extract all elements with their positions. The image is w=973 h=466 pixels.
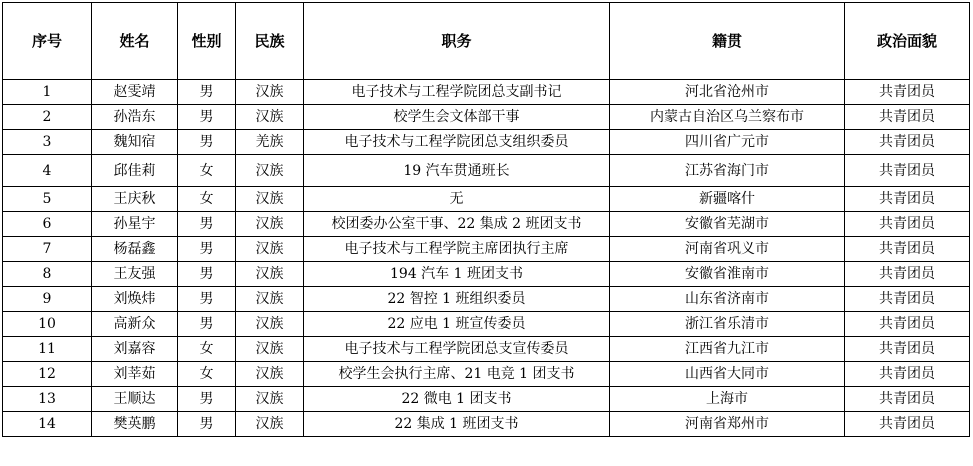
cell-political-status: 共青团员 — [845, 212, 970, 237]
cell-political-status: 共青团员 — [845, 362, 970, 387]
cell-origin: 上海市 — [610, 387, 845, 412]
cell-political-status: 共青团员 — [845, 105, 970, 130]
cell-gender: 男 — [178, 212, 236, 237]
cell-name: 刘嘉容 — [92, 337, 178, 362]
cell-name: 邱佳莉 — [92, 155, 178, 187]
cell-name: 魏知宿 — [92, 130, 178, 155]
cell-gender: 男 — [178, 387, 236, 412]
cell-origin: 江苏省海门市 — [610, 155, 845, 187]
cell-origin: 河南省巩义市 — [610, 237, 845, 262]
cell-political-status: 共青团员 — [845, 337, 970, 362]
cell-origin: 安徽省芜湖市 — [610, 212, 845, 237]
cell-ethnicity: 汉族 — [236, 387, 304, 412]
header-row — [3, 3, 970, 80]
header-no: 序号 — [3, 3, 92, 80]
cell-ethnicity: 汉族 — [236, 362, 304, 387]
cell-no: 11 — [3, 337, 92, 362]
cell-origin: 山东省济南市 — [610, 287, 845, 312]
cell-gender: 男 — [178, 130, 236, 155]
cell-no: 8 — [3, 262, 92, 287]
header-name: 姓名 — [92, 3, 178, 80]
cell-position: 19 汽车贯通班长 — [304, 155, 610, 187]
cell-position: 194 汽车 1 班团支书 — [304, 262, 610, 287]
cell-position: 无 — [304, 187, 610, 212]
cell-no: 2 — [3, 105, 92, 130]
cell-position: 电子技术与工程学院团总支组织委员 — [304, 130, 610, 155]
cell-position: 电子技术与工程学院团总支宣传委员 — [304, 337, 610, 362]
cell-political-status: 共青团员 — [845, 155, 970, 187]
cell-origin: 河北省沧州市 — [610, 80, 845, 105]
roster-table — [2, 2, 970, 437]
cell-position: 22 微电 1 团支书 — [304, 387, 610, 412]
cell-ethnicity: 汉族 — [236, 337, 304, 362]
cell-no: 10 — [3, 312, 92, 337]
cell-name: 赵雯靖 — [92, 80, 178, 105]
table-row — [3, 412, 970, 437]
header-position: 职务 — [304, 3, 610, 80]
cell-political-status: 共青团员 — [845, 387, 970, 412]
cell-ethnicity: 汉族 — [236, 412, 304, 437]
table-row — [3, 130, 970, 155]
cell-political-status: 共青团员 — [845, 312, 970, 337]
cell-origin: 浙江省乐清市 — [610, 312, 845, 337]
cell-origin: 江西省九江市 — [610, 337, 845, 362]
table-row — [3, 337, 970, 362]
cell-origin: 山西省大同市 — [610, 362, 845, 387]
cell-gender: 男 — [178, 262, 236, 287]
cell-name: 孙星宇 — [92, 212, 178, 237]
cell-name: 王友强 — [92, 262, 178, 287]
cell-no: 1 — [3, 80, 92, 105]
header-political-status: 政治面貌 — [845, 3, 970, 80]
cell-gender: 男 — [178, 412, 236, 437]
table-row — [3, 155, 970, 187]
cell-no: 5 — [3, 187, 92, 212]
header-origin: 籍贯 — [610, 3, 845, 80]
cell-name: 杨磊鑫 — [92, 237, 178, 262]
cell-name: 王顺达 — [92, 387, 178, 412]
cell-no: 7 — [3, 237, 92, 262]
table-row — [3, 187, 970, 212]
table-row — [3, 212, 970, 237]
cell-gender: 女 — [178, 362, 236, 387]
header-ethnicity: 民族 — [236, 3, 304, 80]
table-row — [3, 387, 970, 412]
cell-ethnicity: 汉族 — [236, 187, 304, 212]
cell-no: 13 — [3, 387, 92, 412]
cell-gender: 男 — [178, 80, 236, 105]
cell-position: 22 应电 1 班宣传委员 — [304, 312, 610, 337]
cell-no: 3 — [3, 130, 92, 155]
cell-political-status: 共青团员 — [845, 80, 970, 105]
cell-no: 6 — [3, 212, 92, 237]
cell-gender: 女 — [178, 155, 236, 187]
cell-political-status: 共青团员 — [845, 237, 970, 262]
cell-ethnicity: 汉族 — [236, 312, 304, 337]
cell-ethnicity: 羌族 — [236, 130, 304, 155]
cell-name: 樊英鹏 — [92, 412, 178, 437]
cell-name: 刘莘茹 — [92, 362, 178, 387]
header-gender: 性别 — [178, 3, 236, 80]
table-row — [3, 362, 970, 387]
cell-position: 校学生会文体部干事 — [304, 105, 610, 130]
cell-origin: 四川省广元市 — [610, 130, 845, 155]
table-row — [3, 312, 970, 337]
cell-position: 电子技术与工程学院团总支副书记 — [304, 80, 610, 105]
cell-political-status: 共青团员 — [845, 187, 970, 212]
cell-ethnicity: 汉族 — [236, 212, 304, 237]
cell-political-status: 共青团员 — [845, 262, 970, 287]
table-row — [3, 287, 970, 312]
cell-ethnicity: 汉族 — [236, 155, 304, 187]
cell-ethnicity: 汉族 — [236, 287, 304, 312]
cell-ethnicity: 汉族 — [236, 105, 304, 130]
cell-position: 电子技术与工程学院主席团执行主席 — [304, 237, 610, 262]
cell-origin: 内蒙古自治区乌兰察布市 — [610, 105, 845, 130]
cell-name: 高新众 — [92, 312, 178, 337]
table-row — [3, 105, 970, 130]
table-row — [3, 262, 970, 287]
cell-position: 校学生会执行主席、21 电竞 1 团支书 — [304, 362, 610, 387]
cell-no: 4 — [3, 155, 92, 187]
cell-position: 校团委办公室干事、22 集成 2 班团支书 — [304, 212, 610, 237]
cell-gender: 男 — [178, 237, 236, 262]
cell-gender: 女 — [178, 187, 236, 212]
cell-gender: 男 — [178, 312, 236, 337]
cell-ethnicity: 汉族 — [236, 262, 304, 287]
cell-name: 王庆秋 — [92, 187, 178, 212]
cell-gender: 女 — [178, 337, 236, 362]
cell-ethnicity: 汉族 — [236, 237, 304, 262]
cell-no: 14 — [3, 412, 92, 437]
table-row — [3, 237, 970, 262]
cell-no: 9 — [3, 287, 92, 312]
cell-no: 12 — [3, 362, 92, 387]
cell-ethnicity: 汉族 — [236, 80, 304, 105]
cell-name: 孙浩东 — [92, 105, 178, 130]
cell-gender: 男 — [178, 287, 236, 312]
cell-political-status: 共青团员 — [845, 287, 970, 312]
cell-position: 22 智控 1 班组织委员 — [304, 287, 610, 312]
cell-position: 22 集成 1 班团支书 — [304, 412, 610, 437]
cell-origin: 河南省郑州市 — [610, 412, 845, 437]
cell-origin: 安徽省淮南市 — [610, 262, 845, 287]
cell-political-status: 共青团员 — [845, 412, 970, 437]
cell-name: 刘焕炜 — [92, 287, 178, 312]
cell-political-status: 共青团员 — [845, 130, 970, 155]
cell-gender: 男 — [178, 105, 236, 130]
cell-origin: 新疆喀什 — [610, 187, 845, 212]
table-row — [3, 80, 970, 105]
